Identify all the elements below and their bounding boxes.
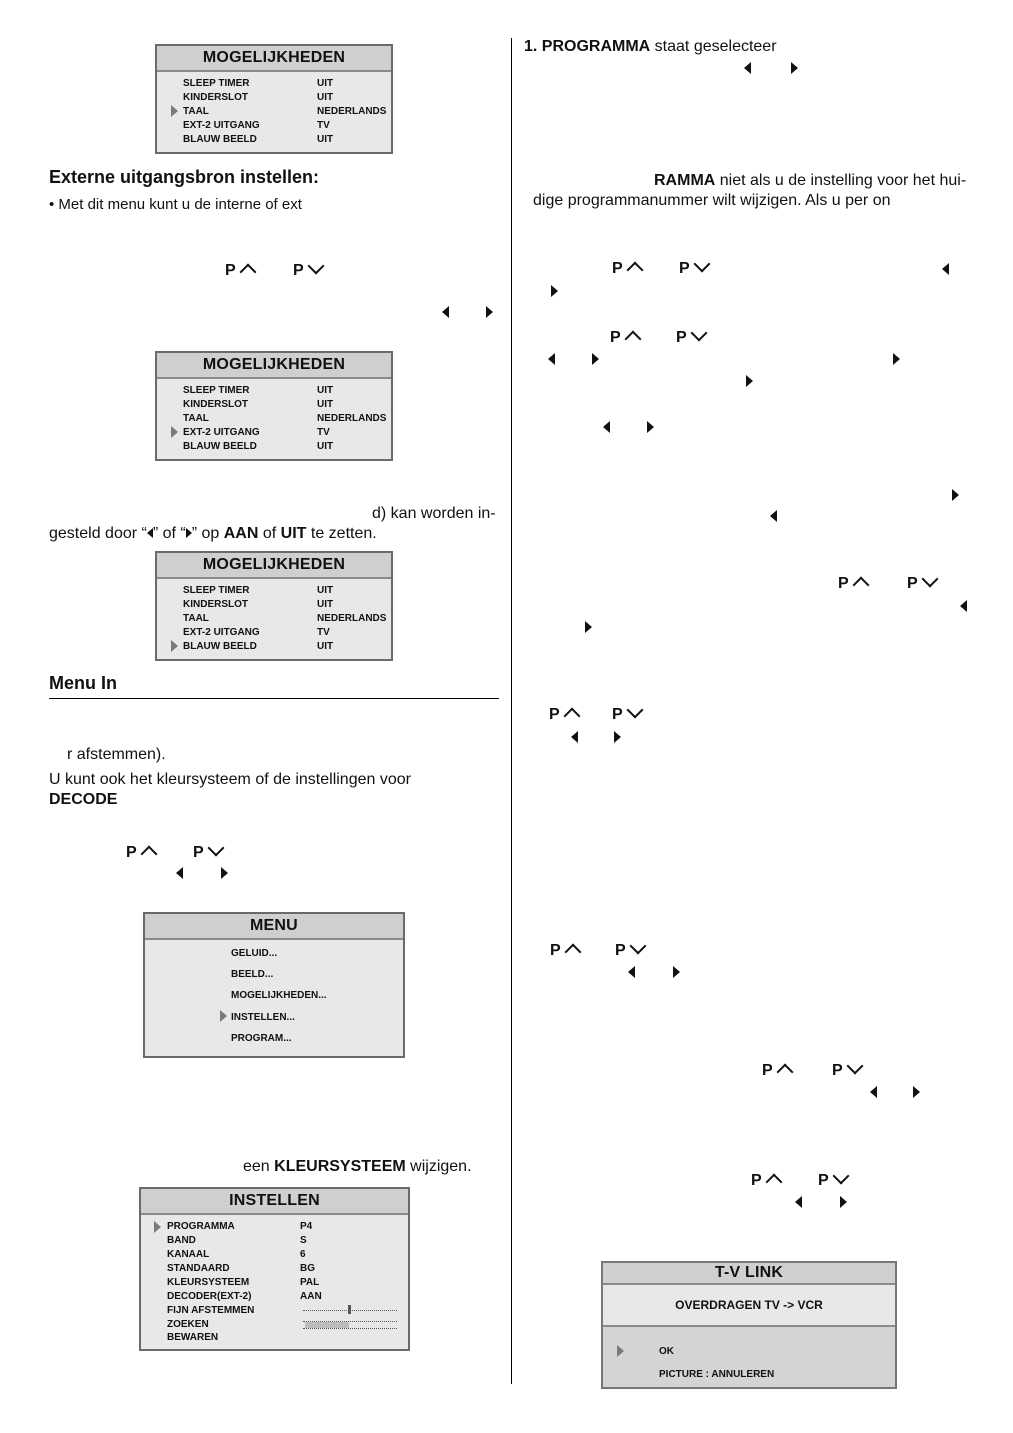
right-arrow-icon [486,306,493,318]
p-down-key [832,1062,861,1080]
right-arrow-icon [746,375,753,387]
p-label: P [907,575,918,592]
p-label: P [549,706,560,723]
slider-thumb [348,1305,351,1314]
p-label: P [612,706,623,723]
left-arrow-icon [571,731,578,743]
options-menu-2 [155,351,393,461]
p-down-key [293,262,322,280]
section-heading: Externe uitgangsbron instellen: [49,167,320,187]
p-label: P [676,329,687,346]
right-arrow-icon [791,62,798,74]
up-caret-icon [624,331,641,348]
options-menu-1 [155,44,393,154]
row-value: TV [317,627,330,638]
selection-arrow-icon [154,1221,161,1233]
left-arrow-icon [870,1086,877,1098]
paragraph: d) kan worden in- [372,505,496,522]
menu-title: MOGELIJKHEDEN [157,46,391,72]
row-value: P4 [300,1221,313,1232]
left-arrow-icon [795,1196,802,1208]
cancel-option: PICTURE : ANNULEREN [659,1369,775,1380]
paragraph [654,172,966,190]
menu-title: MENU [145,914,403,940]
left-arrow-icon [442,306,449,318]
up-caret-icon [239,264,256,281]
p-label: P [679,260,690,277]
p-up-key [610,329,639,347]
down-caret-icon [626,702,643,719]
left-arrow-icon [628,966,635,978]
decoder-label: DECODE [49,791,118,808]
p-label: P [193,844,204,861]
section-heading: Menu In [49,673,117,693]
p-down-key [193,844,222,862]
paragraph [243,1158,472,1176]
row-value: TV [317,120,330,131]
down-caret-icon [832,1168,849,1185]
left-arrow-icon [770,510,777,522]
down-caret-icon [921,571,938,588]
text: gesteld door “ [49,525,147,542]
row-value: UIT [317,78,334,89]
row-label: STANDAARD [167,1263,230,1274]
row-value: BG [300,1263,315,1274]
left-arrow-icon [603,421,610,433]
row-label: BEWAREN [167,1332,219,1343]
p-up-key [751,1172,780,1190]
p-label: P [550,942,561,959]
p-down-key [907,575,936,593]
p-label: P [615,942,626,959]
p-label: P [762,1062,773,1079]
ok-option: OK [659,1346,674,1357]
text: ” of “ [152,525,186,542]
right-arrow-icon [673,966,680,978]
main-menu [143,912,405,1058]
column-divider [511,38,512,1384]
text: ” op [191,525,224,542]
row-value: NEDERLANDS [317,613,387,624]
p-up-key [838,575,867,593]
menu-item: MOGELIJKHEDEN... [231,990,327,1001]
down-caret-icon [846,1058,863,1075]
up-caret-icon [626,262,643,279]
left-arrow-icon [176,867,183,879]
search-progress [305,1322,349,1328]
text: te zetten. [306,525,377,542]
p-label: P [225,262,236,279]
down-caret-icon [693,256,710,273]
right-arrow-icon [952,489,959,501]
kleursysteem-label: KLEURSYSTEEM [274,1158,406,1175]
row-label: BAND [167,1235,196,1246]
row-label: TAAL [183,106,209,117]
menu-title: T-V LINK [603,1263,895,1285]
row-value: UIT [317,385,334,396]
right-arrow-icon [893,353,900,365]
paragraph: U kunt ook het kleursysteem of de instellingen voor [49,771,411,788]
row-value: PAL [300,1277,320,1288]
p-label: P [610,329,621,346]
p-label: P [293,262,304,279]
row-value: NEDERLANDS [317,413,387,424]
settings-menu [139,1187,410,1351]
selection-arrow-icon [220,1010,227,1022]
p-label: P [832,1062,843,1079]
up-caret-icon [563,708,580,725]
row-label: SLEEP TIMER [183,78,250,89]
row-value: TV [317,427,330,438]
text: staat geselecteer [650,38,777,55]
tv-link-menu [601,1261,897,1389]
down-caret-icon [690,325,707,342]
row-value: UIT [317,599,334,610]
up-caret-icon [140,846,157,863]
up-caret-icon [776,1064,793,1081]
aan-label: AAN [223,525,259,542]
down-caret-icon [207,840,224,857]
ramma-label: RAMMA [654,172,716,189]
p-label: P [612,260,623,277]
row-label: PROGRAMMA [167,1221,235,1232]
p-label: P [838,575,849,592]
p-down-key [676,329,705,347]
selection-arrow-icon [171,640,178,652]
menu-title: MOGELIJKHEDEN [157,353,391,379]
row-label: SLEEP TIMER [183,385,250,396]
menu-item: INSTELLEN... [231,1012,295,1023]
row-label: EXT-2 UITGANG [183,627,260,638]
row-label: KINDERSLOT [183,599,248,610]
row-label: EXT-2 UITGANG [183,427,260,438]
row-label: TAAL [183,413,209,424]
p-label: P [818,1172,829,1189]
text: niet als u de instelling voor het hui- [715,172,967,189]
right-arrow-icon [840,1196,847,1208]
row-value: UIT [317,641,334,652]
row-value: UIT [317,441,334,452]
p-down-key [679,260,708,278]
uit-label: UIT [280,525,307,542]
paragraph: r afstemmen). [67,746,166,763]
row-label: DECODER(EXT-2) [167,1291,252,1302]
up-caret-icon [564,944,581,961]
row-value: NEDERLANDS [317,106,387,117]
p-down-key [818,1172,847,1190]
row-label: KINDERSLOT [183,92,248,103]
right-arrow-icon [551,285,558,297]
p-up-key [549,706,578,724]
row-label: TAAL [183,613,209,624]
step-number: 1. [524,38,538,55]
right-arrow-icon [647,421,654,433]
row-value: AAN [300,1291,322,1302]
right-arrow-icon [913,1086,920,1098]
row-label: KLEURSYSTEEM [167,1277,250,1288]
menu-item: PROGRAM... [231,1033,292,1044]
paragraph [49,525,377,543]
row-value: S [300,1235,307,1246]
left-arrow-icon [744,62,751,74]
menu-item: BEELD... [231,969,274,980]
right-arrow-icon [614,731,621,743]
menu-title: INSTELLEN [141,1189,408,1215]
menu-item: GELUID... [231,948,278,959]
text: een [243,1158,275,1175]
row-value: UIT [317,134,334,145]
p-down-key [612,706,641,724]
p-down-key [615,942,644,960]
p-up-key [225,262,254,280]
row-value: UIT [317,92,334,103]
up-caret-icon [765,1174,782,1191]
p-label: P [126,844,137,861]
heading-rule [49,698,499,699]
row-label: KINDERSLOT [183,399,248,410]
row-value: UIT [317,585,334,596]
left-arrow-icon [548,353,555,365]
p-up-key [550,942,579,960]
menu-title: MOGELIJKHEDEN [157,553,391,579]
left-arrow-icon [942,263,949,275]
row-label: SLEEP TIMER [183,585,250,596]
row-value: 6 [300,1249,306,1260]
paragraph: • Met dit menu kunt u de interne of ext [49,196,302,213]
row-label: BLAUW BEELD [183,441,257,452]
p-up-key [612,260,641,278]
text: of [258,525,281,542]
options-menu-3 [155,551,393,661]
right-arrow-icon [585,621,592,633]
row-label: BLAUW BEELD [183,134,257,145]
row-label: ZOEKEN [167,1319,209,1330]
row-label: FIJN AFSTEMMEN [167,1305,255,1316]
down-caret-icon [307,258,324,275]
programma-label: PROGRAMMA [541,38,651,55]
paragraph: dige programmanummer wilt wijzigen. Als u per on [533,192,891,209]
up-caret-icon [852,577,869,594]
paragraph [524,38,777,56]
right-arrow-icon [592,353,599,365]
transfer-label: OVERDRAGEN TV -> VCR [603,1285,895,1327]
text: wijzigen. [405,1158,472,1175]
p-up-key [126,844,155,862]
down-caret-icon [629,938,646,955]
row-label: EXT-2 UITGANG [183,120,260,131]
right-arrow-icon [221,867,228,879]
selection-arrow-icon [171,105,178,117]
row-label: KANAAL [167,1249,210,1260]
p-up-key [762,1062,791,1080]
selection-arrow-icon [617,1345,624,1357]
row-value: UIT [317,399,334,410]
row-label: BLAUW BEELD [183,641,257,652]
selection-arrow-icon [171,426,178,438]
p-label: P [751,1172,762,1189]
left-arrow-icon [960,600,967,612]
